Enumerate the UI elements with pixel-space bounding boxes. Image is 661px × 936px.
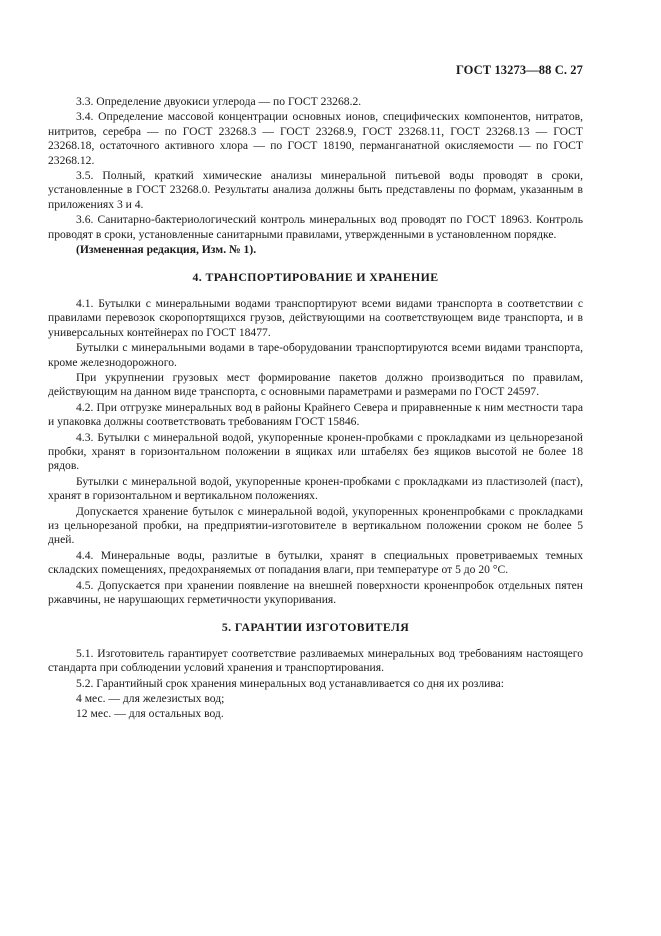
clause-5-2: 5.2. Гарантийный срок хранения минеральных вод устанавливается со дня их розлива: [76, 676, 505, 690]
clause-3-6: 3.6. Санитарно-бактериологический контроль минеральных вод проводят по ГОСТ 18963. Контроль проводят в сроки, установленные санитарными правилами, утвержденными в установленном порядке. [48, 213, 583, 241]
amendment-note: (Измененная редакция, Изм. № 1). [76, 243, 257, 257]
page-header: ГОСТ 13273—88 С. 27 [455, 63, 583, 77]
document-body [48, 95, 583, 723]
clause-3-3: 3.3. Определение двуокиси углерода — по ГОСТ 23268.2. [76, 95, 362, 108]
clause-4-1: 4.1. Бутылки с минеральными водами транспортируют всеми видами транспорта в соответствии с правилами перевозок скоропортящихся грузов, действующими на соответствующем виде транспорта, и в универсальных контейнерах по ГОСТ 18477. [48, 296, 583, 339]
clause-4-3-c: Допускается хранение бутылок с минеральной водой, укупоренных кроненпробками с прокладками из цельнорезаной пробки, на предприятии-изготовителе в вертикальном положении сроком не более 5 дней. [48, 504, 583, 547]
clause-5-2-a: 4 мес. — для железистых вод; [76, 692, 225, 706]
section-5-title: 5. ГАРАНТИИ ИЗГОТОВИТЕЛЯ [221, 620, 410, 635]
clause-4-2: 4.2. При отгрузке минеральных вод в районы Крайнего Севера и приравненные к ним местности тара и упаковка должны соответствовать требованиям ГОСТ 15846. [48, 400, 583, 429]
clause-4-4: 4.4. Минеральные воды, разлитые в бутылки, хранят в специальных проветриваемых темных складских помещениях, предохраняемых от попадания влаги, при температуре от 5 до 20 °С. [48, 548, 583, 577]
clause-3-4: 3.4. Определение массовой концентрации основных ионов, специфических компонентов, нитратов, нитритов, серебра — по ГОСТ 23268.3 — ГОСТ 23268.9, ГОСТ 23268.11, ГОСТ 23268.13 — ГОСТ 23268.18, остаточного активного хлора — по ГОСТ 18190, перманганатной окисляемости — по ГОСТ 23268.12. [48, 110, 583, 167]
clause-5-2-b: 12 мес. — для остальных вод. [76, 707, 224, 721]
clause-4-3-b: Бутылки с минеральной водой, укупоренные кронен-пробками с прокладками из пластизолей (паст), хранят в горизонтальном и вертикальном положениях. [48, 474, 583, 503]
clause-5-1: 5.1. Изготовитель гарантирует соответствие разливаемых минеральных вод требованиям настоящего стандарта при соблюдении условий хранения и транспортирования. [48, 646, 583, 675]
clause-3-5: 3.5. Полный, краткий химические анализы минеральной питьевой воды проводят в сроки, установленные в ГОСТ 23268.0. Результаты анализа должны быть представлены по формам, указанным в приложениях 3 и 4. [48, 169, 583, 211]
section-4-title: 4. ТРАНСПОРТИРОВАНИЕ И ХРАНЕНИЕ [192, 270, 439, 285]
clause-4-1-c: При укрупнении грузовых мест формирование пакетов должно производиться по правилам, действующим на данном виде транспорта, с основными параметрами и размерами по ГОСТ 24597. [48, 370, 583, 399]
clause-4-1-b: Бутылки с минеральными водами в таре-оборудовании транспортируются всеми видами транспорта, кроме железнодорожного. [48, 341, 583, 369]
clause-4-3: 4.3. Бутылки с минеральной водой, укупоренные кронен-пробками с прокладками из цельнорезаной пробки, хранят в горизонтальном положении в ящиках или штабелях без ящиков высотой не более 18 рядов. [48, 430, 583, 473]
clause-4-5: 4.5. Допускается при хранении появление на внешней поверхности кроненпробок отдельных пятен ржавчины, не нарушающих герметичности укупоривания. [48, 578, 583, 606]
